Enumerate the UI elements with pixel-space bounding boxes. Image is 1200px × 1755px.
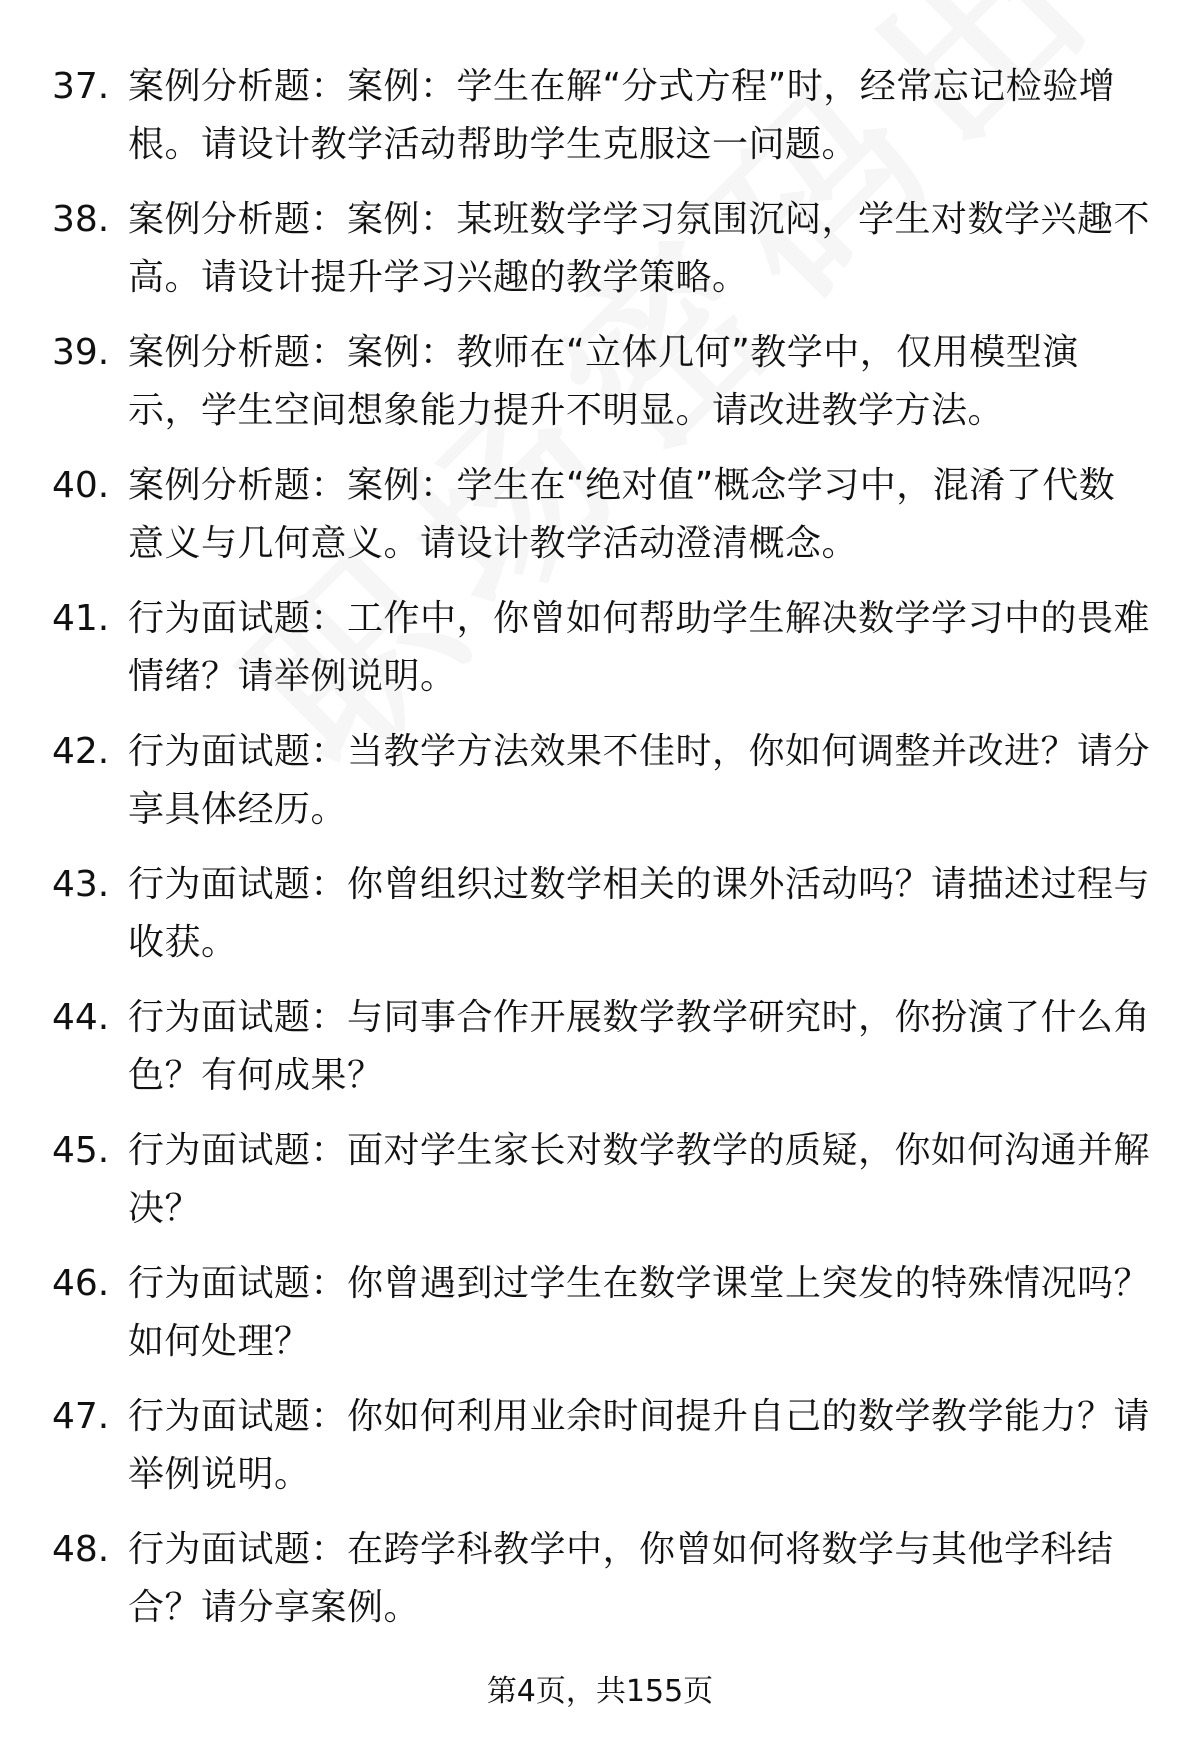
question-number: 41. xyxy=(52,598,110,639)
question-item xyxy=(0,58,1200,191)
question-text-line2: 享具体经历。 xyxy=(128,789,348,830)
question-text-line1: 案例分析题：案例：学生在解“分式方程”时，经常忘记检验增 xyxy=(128,66,1116,107)
question-text-line1: 行为面试题：你曾组织过数学相关的课外活动吗？请描述过程与 xyxy=(128,864,1151,905)
question-text-line1: 行为面试题：当教学方法效果不佳时，你如何调整并改进？请分 xyxy=(128,731,1151,772)
question-number: 37. xyxy=(52,66,110,107)
question-text-line1: 案例分析题：案例：学生在“绝对值”概念学习中，混淆了代数 xyxy=(128,465,1116,506)
question-text-line1: 行为面试题：工作中，你曾如何帮助学生解决数学学习中的畏难 xyxy=(128,598,1151,639)
question-item xyxy=(0,1388,1200,1521)
question-text-line2: 情绪？请举例说明。 xyxy=(128,656,457,697)
question-number: 38. xyxy=(52,199,110,240)
question-number: 42. xyxy=(52,731,110,772)
question-list xyxy=(0,58,1200,1654)
page-number-footer: 第4页，共155页 xyxy=(486,1674,714,1709)
question-number: 44. xyxy=(52,997,110,1038)
question-item xyxy=(0,191,1200,324)
question-number: 48. xyxy=(52,1529,110,1570)
question-number: 46. xyxy=(52,1263,110,1304)
question-item xyxy=(0,856,1200,989)
question-number: 47. xyxy=(52,1396,110,1437)
question-text-line1: 行为面试题：在跨学科教学中，你曾如何将数学与其他学科结 xyxy=(128,1529,1114,1570)
question-text-line2: 合？请分享案例。 xyxy=(128,1587,421,1628)
question-item xyxy=(0,1122,1200,1255)
question-number: 39. xyxy=(52,332,110,373)
question-text-line1: 行为面试题：面对学生家长对数学教学的质疑，你如何沟通并解 xyxy=(128,1130,1151,1171)
question-item xyxy=(0,1521,1200,1654)
question-text-line2: 如何处理？ xyxy=(128,1321,311,1362)
question-text-line1: 案例分析题：案例：教师在“立体几何”教学中，仅用模型演 xyxy=(128,332,1079,373)
question-text-line2: 高。请设计提升学习兴趣的教学策略。 xyxy=(128,257,749,298)
question-item xyxy=(0,324,1200,457)
question-item xyxy=(0,1255,1200,1388)
question-number: 40. xyxy=(52,465,110,506)
question-item xyxy=(0,590,1200,723)
question-text-line2: 举例说明。 xyxy=(128,1454,311,1495)
question-text-line2: 收获。 xyxy=(128,922,238,963)
question-item xyxy=(0,723,1200,856)
question-text-line2: 色？有何成果？ xyxy=(128,1055,384,1096)
question-text-line2: 意义与几何意义。请设计教学活动澄清概念。 xyxy=(128,523,859,564)
question-text-line1: 案例分析题：案例：某班数学学习氛围沉闷，学生对数学兴趣不 xyxy=(128,199,1151,240)
question-number: 43. xyxy=(52,864,110,905)
question-number: 45. xyxy=(52,1130,110,1171)
question-text-line2: 决？ xyxy=(128,1188,202,1229)
question-item xyxy=(0,457,1200,590)
question-text-line1: 行为面试题：你曾遇到过学生在数学课堂上突发的特殊情况吗？ xyxy=(128,1263,1151,1304)
question-text-line1: 行为面试题：与同事合作开展数学教学研究时，你扮演了什么角 xyxy=(128,997,1151,1038)
question-text-line2: 根。请设计教学活动帮助学生克服这一问题。 xyxy=(128,124,859,165)
question-text-line2: 示，学生空间想象能力提升不明显。请改进教学方法。 xyxy=(128,390,1005,431)
question-item xyxy=(0,989,1200,1122)
question-text-line1: 行为面试题：你如何利用业余时间提升自己的数学教学能力？请 xyxy=(128,1396,1151,1437)
